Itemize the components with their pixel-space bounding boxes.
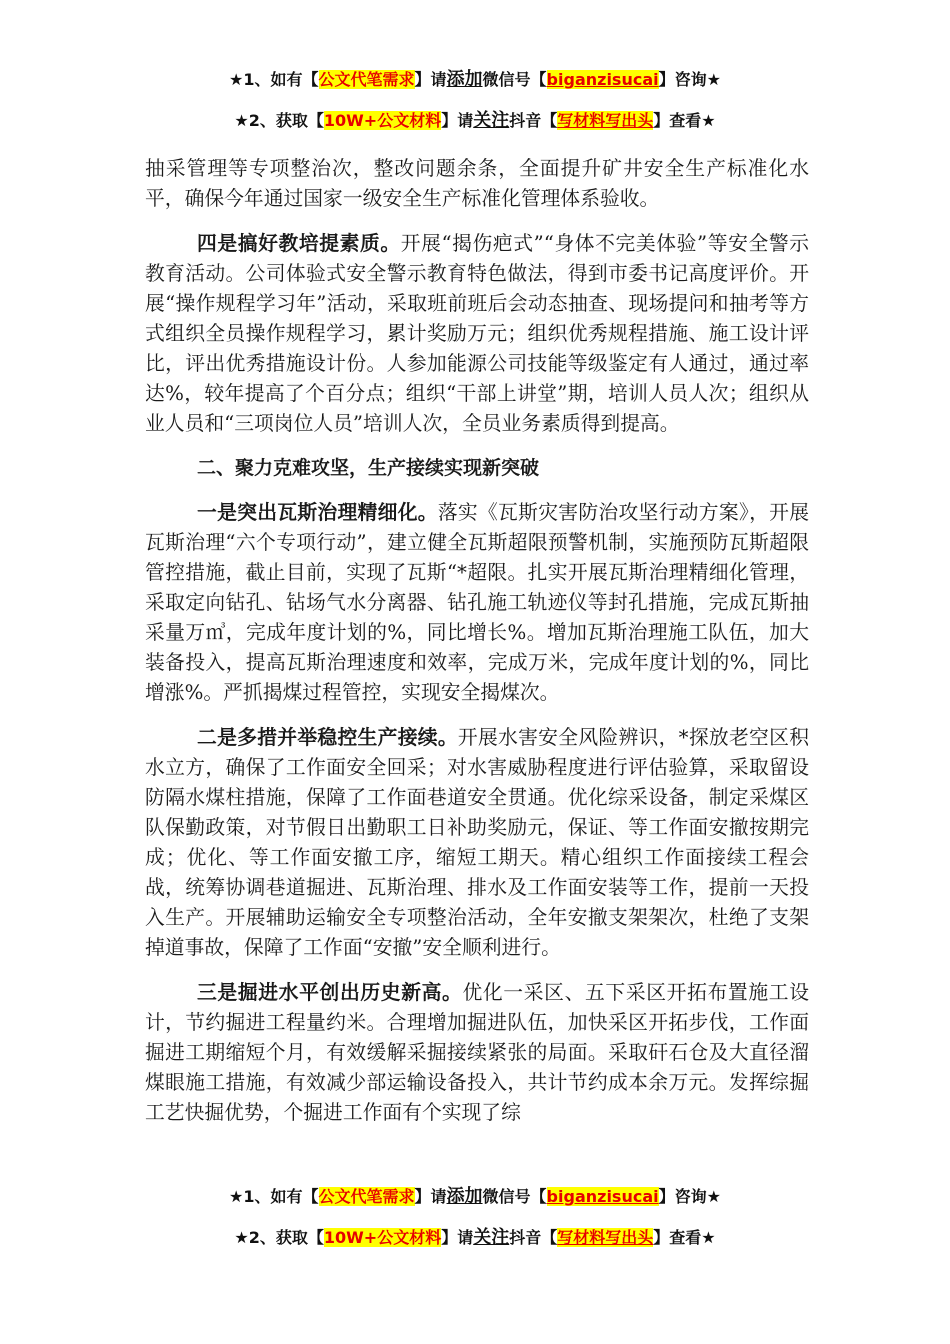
paragraph-lead: 二是多措并举稳控生产接续。 (197, 725, 458, 749)
banner-suffix: 】咨询★ (658, 1187, 721, 1206)
bottom-banner-line-2 (0, 1227, 950, 1249)
materials-highlight: 10W+公文材料 (323, 111, 442, 130)
banner-prefix: ★2、获取【 (234, 1228, 324, 1247)
ghostwriting-service-highlight: 公文代笔需求 (318, 70, 415, 89)
douyin-account-link[interactable]: 写材料写出头 (557, 111, 654, 130)
add-emphasis: 添加 (446, 69, 483, 90)
paragraph-text: 开展水害安全风险辨识，*探放老空区积水立方，确保了工作面安全回采；对水害威胁程度进行评估验算，采取留设防隔水煤柱措施，保障了工作面巷道安全贯通。优化综采设备，制定采煤区队保勤政策，对节假日出勤职工日补助奖励元，保证、等工作面安撤按期完成；优化、等工作面安撤工序，缩短工期天。精心组织工作面接续工程会战，统筹协调巷道掘进、瓦斯治理、排水及工作面安装等工作，提前一天投入生产。开展辅助运输安全专项整治活动，全年安撤支架架次，杜绝了支架掉道事故，保障了工作面“安撤”安全顺利进行。 (145, 726, 809, 959)
top-banner-line-2 (0, 110, 950, 132)
banner-text: 微信号【 (482, 1187, 547, 1206)
banner-text: 】请 (441, 111, 474, 130)
follow-emphasis: 关注 (473, 110, 510, 131)
paragraph-lead: 一是突出瓦斯治理精细化。 (197, 500, 438, 524)
banner-prefix: ★2、获取【 (234, 111, 324, 130)
wechat-id-link[interactable]: biganzisucai (546, 1187, 659, 1206)
banner-text: 】请 (441, 1228, 474, 1247)
ghostwriting-service-highlight: 公文代笔需求 (318, 1187, 415, 1206)
paragraph-text: 落实《瓦斯灾害防治攻坚行动方案》，开展瓦斯治理“六个专项行动”，建立健全瓦斯超限预警机制，实施预防瓦斯超限管控措施，截止目前，实现了瓦斯“*超限。扎实开展瓦斯治理精细化管理，采取定向钻孔、钻场气水分离器、钻孔施工轨迹仪等封孔措施，完成瓦斯抽采量万㎥，完成年度计划的%，同比增长%。增加瓦斯治理施工队伍，加大装备投入，提高瓦斯治理速度和效率，完成万米，完成年度计划的%，同比增涨%。严抓揭煤过程管控，实现安全揭煤次。 (145, 501, 809, 704)
banner-text: 抖音【 (509, 111, 558, 130)
paragraph-gas-control (145, 497, 809, 708)
add-emphasis: 添加 (446, 1186, 483, 1207)
paragraph-production (145, 722, 809, 963)
banner-text: 】请 (414, 1187, 447, 1206)
banner-suffix: 】查看★ (653, 1228, 716, 1247)
banner-prefix: ★1、如有【 (229, 70, 319, 89)
paragraph-lead: 四是搞好教培提素质。 (197, 231, 401, 255)
paragraph-training (145, 228, 809, 439)
bottom-banner-line-1 (0, 1186, 950, 1208)
banner-prefix: ★1、如有【 (229, 1187, 319, 1206)
banner-text: 微信号【 (482, 70, 547, 89)
paragraph-text: 开展“揭伤疤式”“身体不完美体验”等安全警示教育活动。公司体验式安全警示教育特色做法，得到市委书记高度评价。开展“操作规程学习年”活动，采取班前班后会动态抽查、现场提问和抽考等方式组织全员操作规程学习，累计奖励万元；组织优秀规程措施、施工设计评比，评出优秀措施设计份。人参加能源公司技能等级鉴定有人通过，通过率达%，较年提高了个百分点；组织“干部上讲堂”期，培训人员人次；组织从业人员和“三项岗位人员”培训人次，全员业务素质得到提高。 (145, 232, 809, 435)
follow-emphasis: 关注 (473, 1227, 510, 1248)
paragraph-lead: 三是掘进水平创出历史新高。 (197, 980, 463, 1004)
banner-text: 】请 (414, 70, 447, 89)
paragraph-continuation: 抽采管理等专项整治次，整改问题余条，全面提升矿井安全生产标准化水平，确保今年通过国家一级安全生产标准化管理体系验收。 (145, 157, 809, 210)
top-banner-line-1 (0, 69, 950, 91)
document-body (145, 154, 809, 1142)
section-heading: 二、聚力克难攻坚，生产接续实现新突破 (197, 457, 540, 479)
banner-text: 抖音【 (509, 1228, 558, 1247)
wechat-id-link[interactable]: biganzisucai (546, 70, 659, 89)
douyin-account-link[interactable]: 写材料写出头 (557, 1228, 654, 1247)
paragraph-text: 优化一采区、五下采区开拓布置施工设计，节约掘进工程量约米。合理增加掘进队伍，加快采区开拓步伐，工作面掘进工期缩短个月，有效缓解采掘接续紧张的局面。采取矸石仓及大直径溜煤眼施工措施，有效减少部运输设备投入，共计节约成本余万元。发挥综掘工艺快掘优势，个掘进工作面有个实现了综 (145, 981, 809, 1124)
banner-suffix: 】咨询★ (658, 70, 721, 89)
materials-highlight: 10W+公文材料 (323, 1228, 442, 1247)
banner-suffix: 】查看★ (653, 111, 716, 130)
paragraph-excavation (145, 977, 809, 1128)
